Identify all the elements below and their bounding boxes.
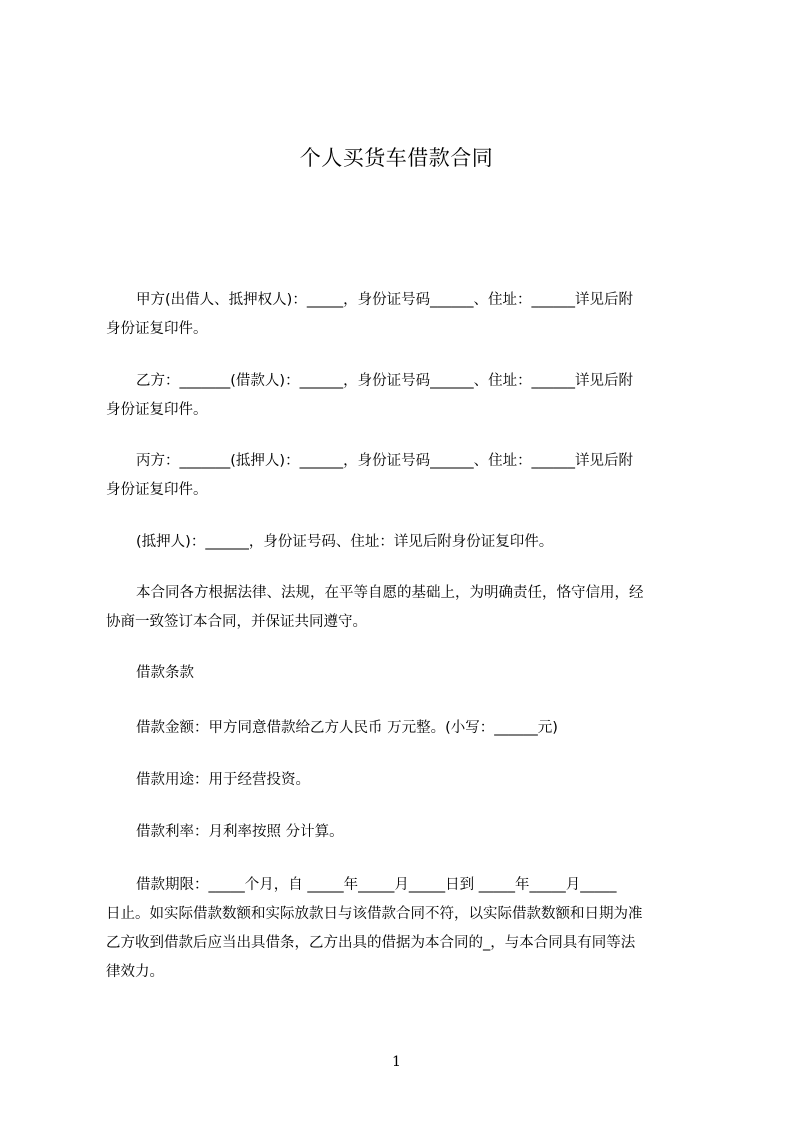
paragraph-line: 借款利率：月利率按照 分计算。: [136, 824, 344, 840]
paragraph-line: 身份证复印件。: [106, 482, 208, 498]
paragraph-line: (抵押人)：______，身份证号码、住址：详见后附身份证复印件。: [136, 534, 554, 550]
loan-amount-paragraph: [106, 714, 704, 743]
preamble-paragraph: [106, 579, 704, 637]
page-number: 1: [392, 1054, 401, 1070]
mortgagor-paragraph: [106, 528, 704, 557]
paragraph-line: 借款期限：_____个月，自 _____年_____月_____日到 _____年_____月_____: [136, 877, 617, 893]
document-title: 个人买货车借款合同: [299, 146, 494, 170]
paragraph-line: 本合同各方根据法律、法规，在平等自愿的基础上，为明确责任，恪守信用，经: [136, 585, 644, 601]
paragraph-line: 借款条款: [136, 665, 194, 681]
loan-interest-paragraph: [106, 818, 704, 847]
paragraph-line: 甲方(出借人、抵押权人)：_____，身份证号码______、住址：______详见后附: [136, 292, 634, 308]
paragraph-line: 借款金额：甲方同意借款给乙方人民币 万元整。(小写：______元): [136, 720, 558, 736]
party-b-paragraph: [106, 367, 704, 425]
paragraph-line: 律效力。: [106, 964, 164, 980]
paragraph-line: 借款用途：用于经营投资。: [136, 772, 310, 788]
section-heading-loan-terms: [106, 659, 704, 688]
party-c-paragraph: [106, 447, 704, 505]
paragraph-line: 协商一致签订本合同，并保证共同遵守。: [106, 614, 367, 630]
paragraph-line: 身份证复印件。: [106, 402, 208, 418]
paragraph-line: 丙方：_______(抵押人)：______，身份证号码______、住址：______详见后附: [136, 453, 634, 469]
paragraph-line: 身份证复印件。: [106, 321, 208, 337]
paragraph-line: 日止。如实际借款数额和实际放款日与该借款合同不符，以实际借款数额和日期为准: [106, 906, 643, 922]
loan-term-paragraph: [106, 871, 704, 987]
party-a-paragraph: [106, 286, 704, 344]
loan-purpose-paragraph: [106, 766, 704, 795]
paragraph-line: 乙方收到借款后应当出具借条，乙方出具的借据为本合同的_，与本合同具有同等法: [106, 935, 636, 951]
paragraph-line: 乙方：_______(借款人)：______，身份证号码______、住址：______详见后附: [136, 373, 634, 389]
